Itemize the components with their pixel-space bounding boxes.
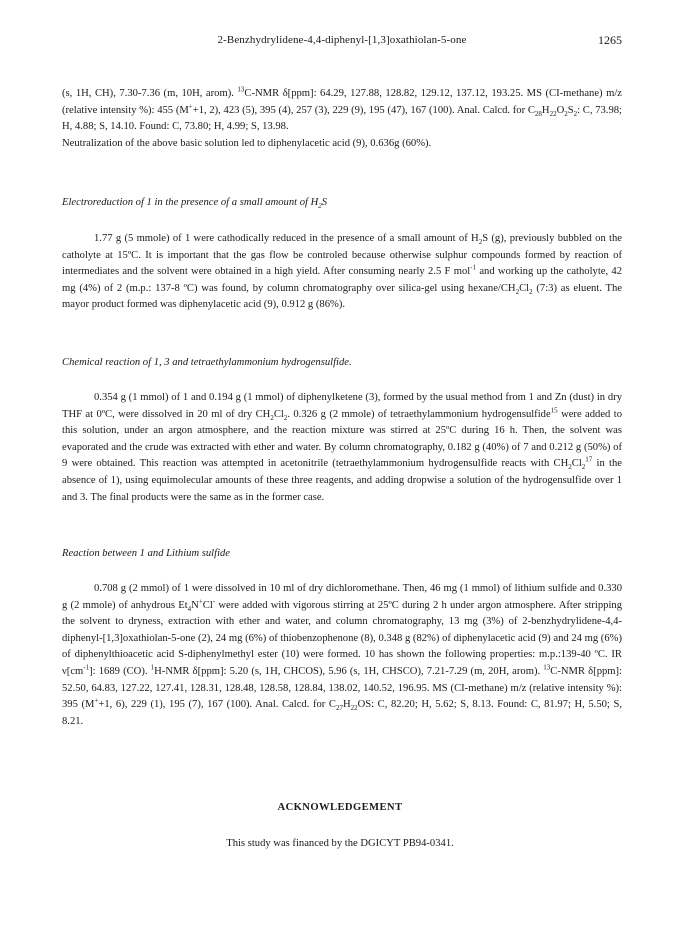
lithium-sulfide-paragraph: 0.708 g (2 mmol) of 1 were dissolved in 10 ml of dry dichloromethane. Then, 46 mg (1 mmol) of lithium sulfide and 0.330 g (2 mmole) of anhydrous $Et_4N^+Cl^-$ were added with vigorous stirring at 25ºC during 2 h under argon atmosphere. After stripping the solvent to dryness, extraction with ether and water, and column chromatography, 13 mg (3%) of 2-benzhydrylidene-4,4-diphenyl-[1,3]oxathiolan-5-one (2), 24 mg (6%) of thiobenzophenone (8), 0.348 g (82%) of diphenylacetic acid (9) and 24 mg (6%) of diphenylthioacetic acid S-diphenylmethyl ester (10) were formed. 10 has shown the following properties: m.p.:139-40 ºC. IR $\nu[cm^{-1}]$: 1689 (CO). $^1$H-NMR δ[ppm]: 5.20 (s, 1H, CHCOS), 5.96 (s, 1H, CHSCO), 7.21-7.29 (m, 20H, arom). $^{13}$C-NMR δ[ppm]: 52.50, 64.83, 127.22, 127.41, 128.31, 128.48, 128.58, 128.84, 138.02, 140.52, 196.95. MS (CI-methane) m/z (relative intensity %): 395 (M++1, 6), 229 (1), 195 (7), 167 (100). Anal. Calcd. for $C_{27}H_{22}OS$: C, 82.20; H, 5.62; S, 8.13. Found: C, 81.97; H, 5.50; S, 8.21. bbox=[62, 583, 622, 727]
acknowledgement-heading: ACKNOWLEDGEMENT bbox=[277, 802, 403, 813]
chemical-reaction-paragraph: 0.354 g (1 mmol) of 1 and 0.194 g (1 mmol) of diphenylketene (3), formed by the usual method from 1 and Zn (dust) in dry THF at 0ºC, were dissolved in 20 ml of dry $CH_2Cl_2$. 0.326 g (2 mmole) of tetraethylammonium hydrogensulfide$^{15}$ were added to this solution, under an argon atmosphere, and the reaction mixture was stirred at 25ºC during 16 h. Then, the solvent was evaporated and the crude was extracted with ether and water. By column chromatography, 0.182 g (40%) of 7 and 0.212 g (50%) of 9 were obtained. This reaction was attempted in acetonitrile (tetraethylammonium hydrogensulfide reacts with $CH_2Cl_2^{17}$ in the absence of 1), using equimolecular amounts of these three reagents, and adding dropwise a solution of the hydrogensulfide over 1 and 3. The final products were the same as in the former case. bbox=[62, 392, 623, 503]
section-heading-lithium-sulfide: Reaction between 1 and Lithium sulfide bbox=[62, 548, 231, 559]
section-heading-chemical-reaction: Chemical reaction of 1, 3 and tetraethylammonium hydrogensulfide. bbox=[62, 357, 352, 368]
characterization-paragraph: (s, 1H, CH), 7.30-7.36 (m, 10H, arom). $^{13}$C-NMR δ[ppm]: 64.29, 127.88, 128.82, 129.12, 137.12, 193.25. MS (CI-methane) m/z (relative intensity %): 455 (M++1, 2), 423 (5), 395 (4), 257 (3), 229 (9), 195 (47), 167 (100). Anal. Calcd. for $C_{28}H_{22}O_2S_2$: C, 73.98; H, 4.88; S, 14.10. Found: C, 73.80; H, 4.99; S, 13.98. bbox=[62, 85, 623, 133]
electroreduction-text bbox=[62, 231, 622, 314]
chemical-reaction-text bbox=[62, 390, 622, 506]
page-header bbox=[62, 34, 622, 50]
page-number: 1265 bbox=[598, 33, 622, 47]
electroreduction-paragraph: 1.77 g (5 mmole) of 1 were cathodically reduced in the presence of a small amount of $H_2S$ (g), previously bubbled on the catholyte at 15ºC. It is important that the gas flow be controled because otherwise sulphur compounds formed by reaction of intermediates and the solvent were obtained in a high yield. After consuming nearly 2.5 F mol$^{-1}$ and working up the catholyte, 42 mg (4%) of 2 (m.p.: 137-8 ºC) was found, by column chromatography over silica-gel using hexane/$CH_2Cl_2$ (7:3) as eluent. The mayor product formed was diphenylacetic acid (9), 0.912 g (86%). bbox=[62, 233, 623, 311]
lithium-sulfide-text bbox=[62, 581, 622, 730]
running-title: 2-Benzhydrylidene-4,4-diphenyl-[1,3]oxathiolan-5-one bbox=[217, 34, 467, 46]
section-heading-electroreduction: Electroreduction of 1 in the presence of a small amount of $H_2S$ bbox=[62, 197, 328, 211]
neutralization-paragraph: Neutralization of the above basic solution led to diphenylacetic acid (9), 0.636g (60%). bbox=[62, 137, 432, 149]
acknowledgement-text: This study was financed by the DGICYT PB94-0341. bbox=[226, 838, 454, 849]
intro-text bbox=[62, 86, 622, 152]
